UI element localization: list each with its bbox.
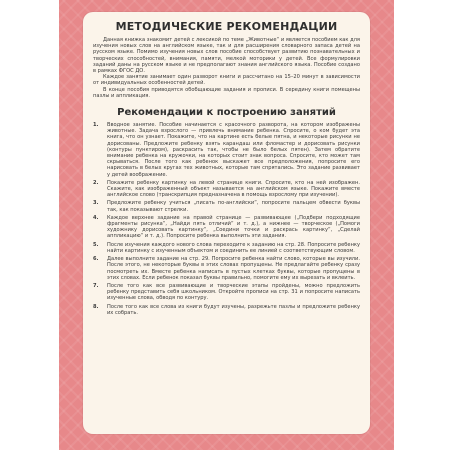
step-text: Покажите ребенку картинку на левой странице книги. Спросите, кто на ней изображен. Скажите, как изображенный объект называется на английском языке. Покажите вместе английское слово (транскрипция предназначена в помощь взрослому при изучении). [107,179,360,199]
step-number: 5. [93,241,99,248]
step-text: Каждое верхнее задание на правой странице — развивающее („Подбери подходящие фрагменты рисунка“, „Найди пять отличий“ и т. д.), а нижнее — творческое („Помоги художнику дорисовать картинку“, „Соедини точки и раскрась картинку“, „Сделай аппликацию“ и т. д.). Попросите ребенка выполнить эти задания. [107,214,360,240]
list-item [93,200,360,212]
section-title: Рекомендации к построению занятий [117,107,336,119]
step-text: Вводное занятие. Пособие начинается с красочного разворота, на котором изображены животные. Задача взрослого — привлечь внимание ребенка. Спросите, о ком будет эта книга, что он узнает. Покажите, что на картине есть белые пятна, и некоторые рисунки не дорисованы. Предложите ребенку взять карандаш или фломастер и дорисовать рисунки (контуры пунктиром), раскрасить так, чтобы не было белых пятен). Затем обратите внимание ребенка на кружочки, на которых стоит знак вопроса. Спросите, кто может там скрываться. После того как ребенок выскажет все предположения, попросите его нарисовать в белых кругах тех животных, которые там спрятались. Это задание развивает у детей воображение. [107,122,360,178]
recommendations-list [93,122,360,316]
document-page [83,12,370,434]
step-number: 3. [93,200,99,207]
list-item [93,215,360,240]
list-item [93,256,360,281]
step-number: 4. [93,214,99,221]
list-item [93,242,360,254]
step-text: После того как все слова из книги будут изучены, разрежьте пазлы и предложите ребенку их собрать. [107,303,360,316]
step-number: 2. [93,179,99,186]
page-title: МЕТОДИЧЕСКИЕ РЕКОМЕНДАЦИИ [115,20,338,33]
list-item [93,180,360,199]
list-item [93,304,360,316]
list-item [93,283,360,302]
step-number: 7. [93,282,99,289]
step-text: После того как все развивающие и творческие этапы пройдены, можно предложить ребенку представить себя школьником. Откройте прописи на стр. 31 и попросите написать изученные слова, обводя по контуру. [107,282,360,302]
step-text: После изучения каждого нового слова переходите к заданию на стр. 28. Попросите ребенку найти картинку с изученным объектом и соединить ее линией с соответствующим словом. [107,241,360,254]
intro-paragraph-3: В конце пособия приводятся обобщающие задания и прописи. В середину книги помещены пазлы и аппликация. [93,86,360,99]
step-text: Предложите ребенку учиться „писать по-английски“, попросите пальцем обвести буквы так, как показывают стрелки. [107,200,360,213]
list-item [93,122,360,178]
intro-paragraph-2: Каждое занятие занимает один разворот книги и рассчитано на 15–20 минут в зависимости от индивидуальных особенностей детей. [93,74,360,87]
step-number: 6. [93,256,99,263]
step-text: Далее выполните задание на стр. 29. Попросите ребенка найти слово, которые вы изучили. После этого, не некоторые буквы в этих словах пропущены. Не предлагайте ребенку сразу посмотреть их. Вместе ребенка написать в пустых клетках буквы, которые пропущены в этих словах. Если ребенок показал буквы правильно, помогите ему их вырезать и вклеить. [107,256,360,281]
step-number: 1. [93,122,99,129]
intro-paragraph-1: Данная книжка знакомит детей с лексикой по теме „Животные“ и является пособием как для изучения новых слов на английском языке, так и для расширения словарного запаса детей на русском языке. Помимо изучения новых слов пособие способствует развитию познавательных и творческих способностей, внимания, памяти, мелкой моторики у детей. Все формулировки заданий даны на русском языке и не предполагают знания английского языка. Пособие создано в рамках ФГОС ДО. [93,37,360,75]
step-number: 8. [93,303,99,310]
